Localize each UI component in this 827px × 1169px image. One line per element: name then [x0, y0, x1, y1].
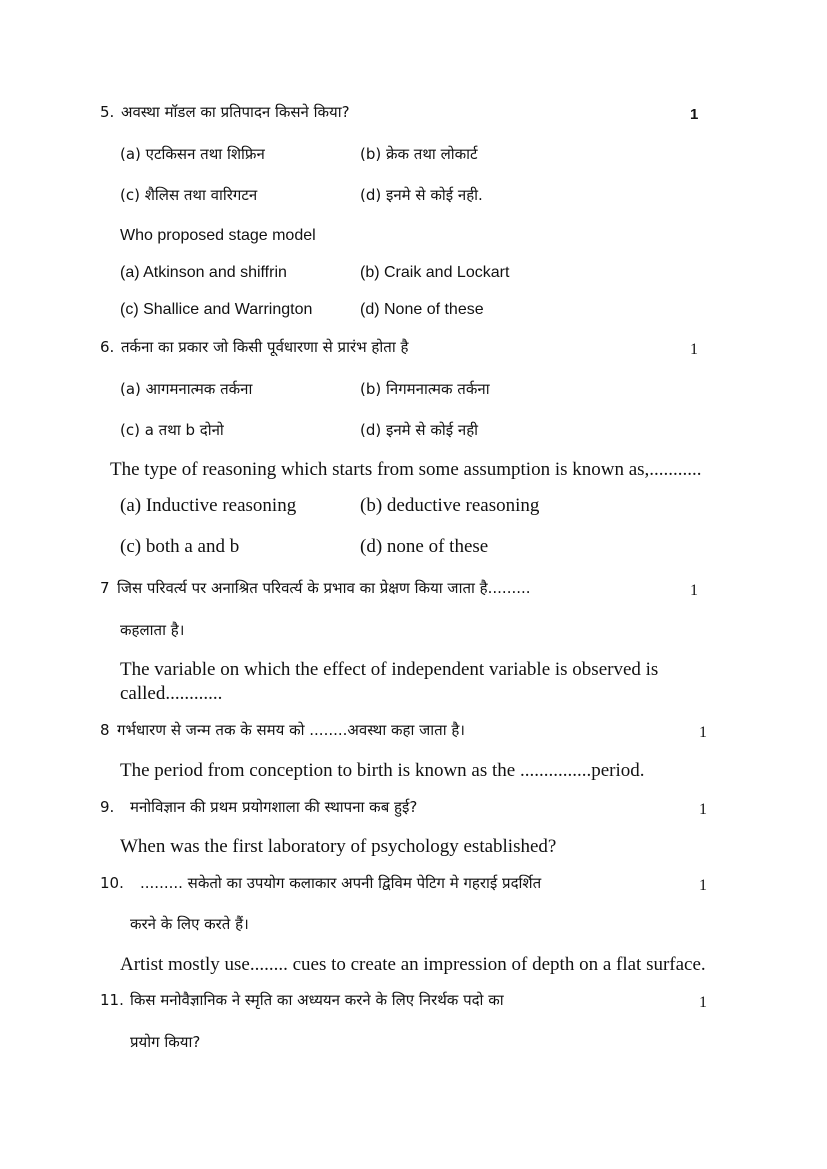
q11-marks: 1 — [699, 994, 707, 1011]
q6-number: 6. — [100, 338, 115, 356]
q9-english-text: When was the first laboratory of psychology established? — [120, 836, 557, 857]
q6-option-b-english: (b) deductive reasoning — [360, 495, 540, 516]
q10-marks: 1 — [699, 877, 707, 894]
q5-option-a-hindi: (a) एटकिसन तथा शिफ्रिन — [120, 145, 265, 163]
q10-number: 10. — [100, 874, 124, 892]
q9-marks: 1 — [699, 801, 707, 818]
q8-number: 8 — [100, 721, 110, 739]
q6-option-b-hindi: (b) निगमनात्मक तर्कना — [360, 380, 490, 398]
q10-english-text: Artist mostly use........ cues to create an impression of depth on a flat surface. — [120, 954, 706, 975]
q6-option-d-english: (d) none of these — [360, 536, 489, 557]
q6-option-c-hindi: (c) a तथा b दोनो — [120, 421, 224, 439]
q11-number: 11. — [100, 991, 124, 1009]
q8-english-text: The period from conception to birth is known as the ...............period. — [120, 760, 645, 781]
q5-option-c-english: (c) Shallice and Warrington — [120, 301, 313, 318]
q6-option-a-english: (a) Inductive reasoning — [120, 495, 297, 516]
q5-option-d-english: (d) None of these — [360, 301, 484, 318]
q5-option-b-english: (b) Craik and Lockart — [360, 264, 510, 281]
q7-english-line-1: The variable on which the effect of independent variable is observed is — [120, 659, 659, 680]
q11-hindi-line-2: प्रयोग किया? — [130, 1033, 201, 1051]
q6-option-c-english: (c) both a and b — [120, 536, 240, 557]
q9-number: 9. — [100, 798, 115, 816]
q6-option-a-hindi: (a) आगमनात्मक तर्कना — [120, 380, 253, 398]
q6-marks: 1 — [690, 341, 698, 358]
q8-marks: 1 — [699, 724, 707, 741]
q6-hindi-text: तर्कना का प्रकार जो किसी पूर्वधारणा से प्रारंभ होता है — [121, 338, 409, 356]
q8-hindi-text: गर्भधारण से जन्म तक के समय को ........अवस्था कहा जाता है। — [117, 721, 465, 739]
q7-marks: 1 — [690, 582, 698, 599]
q7-hindi-line-2: कहलाता है। — [120, 621, 185, 639]
q5-option-d-hindi: (d) इनमे से कोई नही. — [360, 186, 483, 204]
q7-hindi-line-1: जिस परिवर्त्य पर अनाश्रित परिवर्त्य के प्रभाव का प्रेक्षण किया जाता है......... — [117, 579, 531, 597]
q5-hindi-text: अवस्था मॉडल का प्रतिपादन किसने किया? — [121, 103, 350, 121]
q5-option-a-english: (a) Atkinson and shiffrin — [120, 264, 287, 281]
q11-hindi-line-1: किस मनोवैज्ञानिक ने स्मृति का अध्ययन करने के लिए निरर्थक पदो का — [130, 991, 504, 1009]
q5-number: 5. — [100, 103, 115, 121]
q10-hindi-line-2: करने के लिए करते हैं। — [130, 915, 249, 933]
q9-hindi-text: मनोविज्ञान की प्रथम प्रयोगशाला की स्थापना कब हुई? — [130, 798, 418, 816]
q5-option-c-hindi: (c) शैलिस तथा वारिगटन — [120, 186, 258, 204]
q6-option-d-hindi: (d) इनमे से कोई नही — [360, 421, 479, 439]
q7-number: 7 — [100, 579, 110, 597]
q10-hindi-line-1: ......... सकेतो का उपयोग कलाकार अपनी द्विविम पेटिग मे गहराई प्रदर्शित — [140, 874, 542, 892]
q7-english-line-2: called............ — [120, 683, 223, 704]
q5-marks: 1 — [690, 106, 699, 123]
q5-english-text: Who proposed stage model — [120, 227, 316, 244]
q6-english-text: The type of reasoning which starts from some assumption is known as,........... — [110, 459, 702, 480]
q5-option-b-hindi: (b) क्रेक तथा लोकार्ट — [360, 145, 478, 163]
